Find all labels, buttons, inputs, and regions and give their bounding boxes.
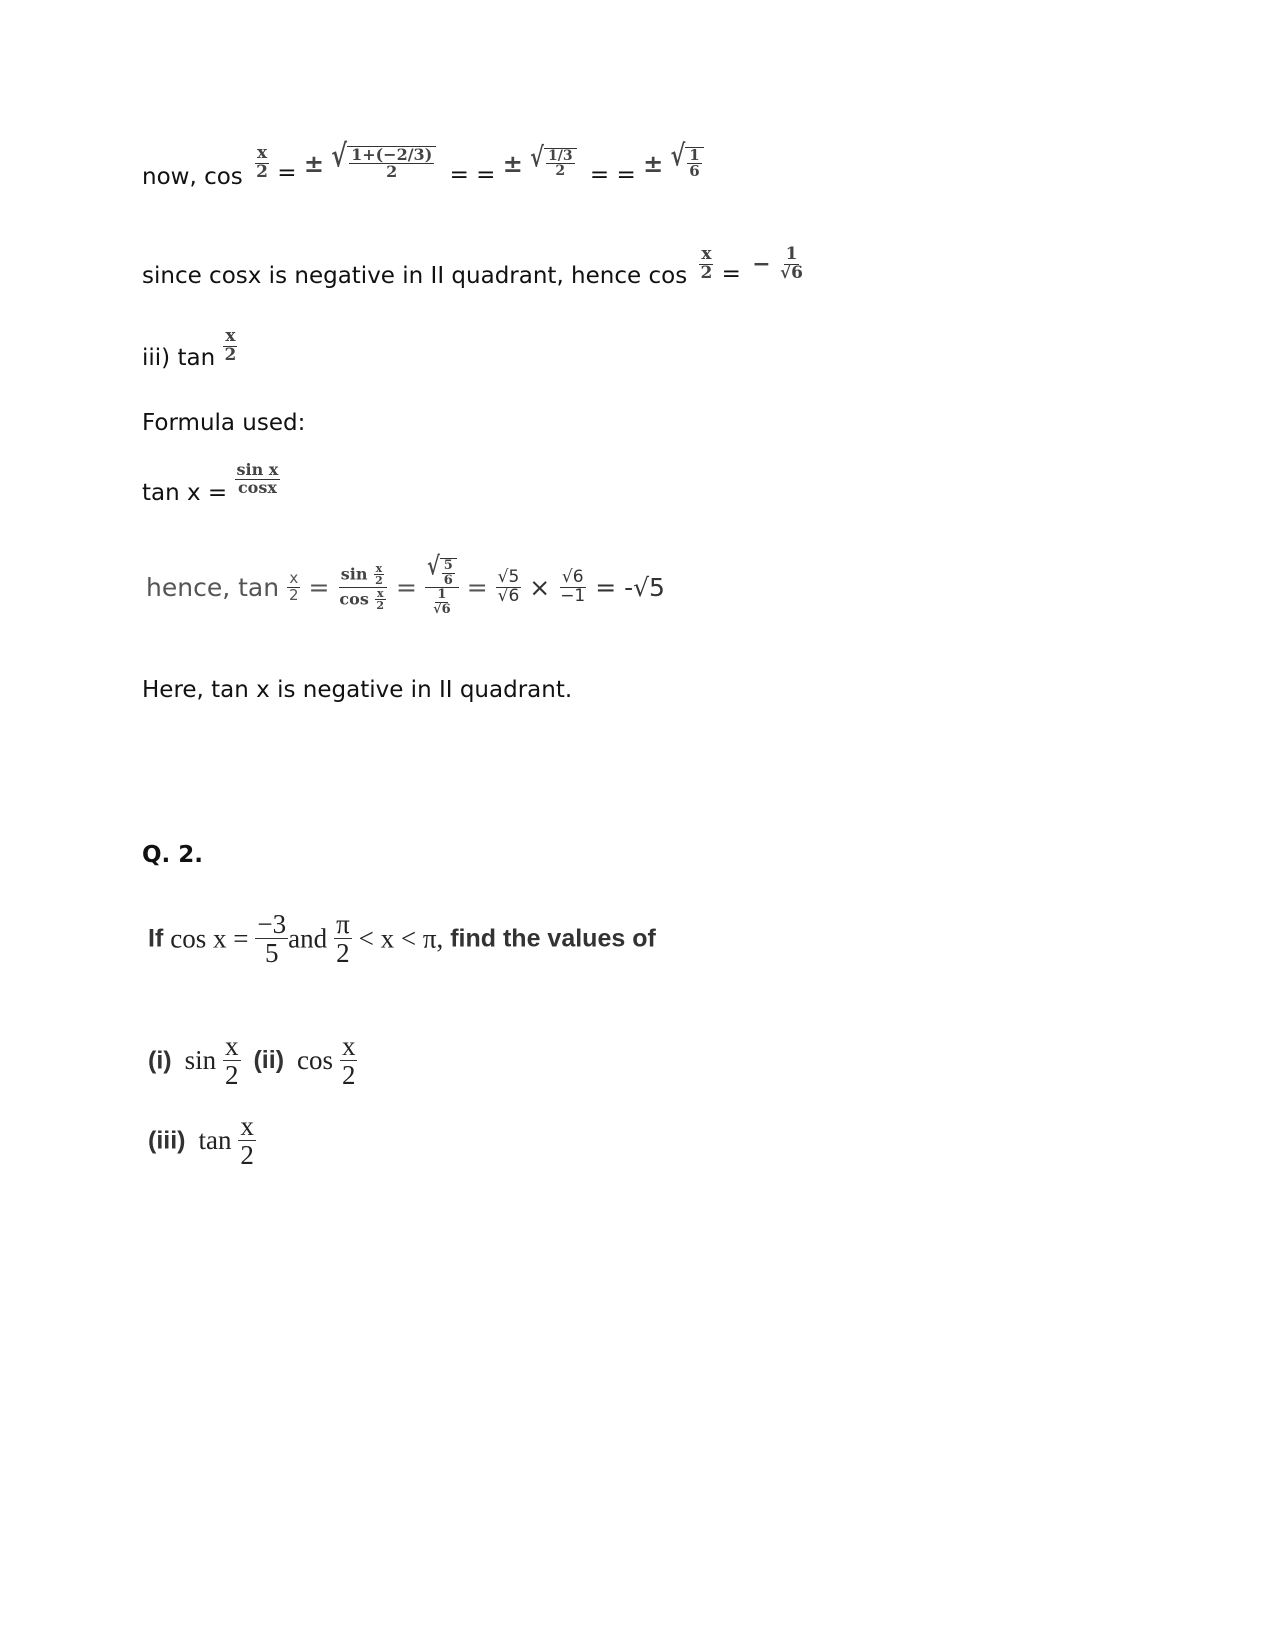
formula-used-label: Formula used:	[142, 410, 306, 436]
root6-over-neg1-fraction: $\frac{√6}{-1}$	[560, 566, 586, 606]
line-cos-negative: since cosx is negative in II quadrant, hence cos $\frac{x}{2}$ = − $\frac{1}{√6}$	[142, 244, 803, 290]
line-cos-half-angle: now, cos $\frac{x}{2}$ = ± √ $\frac{1+(-2/3)}{2}$ = = ± √ $\frac{1/3}{2}$ = = ± √ $\frac{1}{6}$	[142, 145, 704, 182]
line-tan-formula: tan x = $\frac{\text{sin x}}{\cos x}$	[142, 460, 279, 507]
sqrt-term-2: √ $\frac{1/3}{2}$	[530, 148, 576, 179]
tan-negative-note: Here, tan x is negative in II quadrant.	[142, 677, 573, 703]
sqrt-term-1: √ $\frac{1+(-2/3)}{2}$	[331, 146, 436, 182]
pi-over-two-fraction: $\frac{\pi}{2}$	[336, 909, 350, 969]
result-fraction: $\frac{1}{√6}$	[779, 244, 803, 283]
question-2-statement: If cos x = $\frac{-3}{5}$ and $\frac{\pi}{2}$ < x < π, find the values of	[148, 909, 656, 969]
question-2-parts-i-ii: (i) sin $\frac{x}{2}$ (ii) cos $\frac{x}{2}$	[148, 1031, 356, 1091]
sin-over-cos-fraction: $\frac{\text{sin x}}{\cos x}$	[236, 460, 279, 497]
x-over-2-fraction: $\frac{x}{2}$	[256, 143, 268, 182]
sin-cos-half-fraction: sin $\frac{x}{2}$ cos $\frac{x}{2}$	[337, 563, 388, 612]
question-2-part-iii: (iii) tan $\frac{x}{2}$	[148, 1111, 254, 1171]
line-tan-derivation: hence, tan $\frac{x}{2}$ = sin $\frac{x}{2}$ cos $\frac{x}{2}$ = √ $\frac{5}{6}$ $\frac{1}{√6}$ = $\frac{√5}{√6}$ × $\frac{√6}{-1}$ = -√5	[146, 551, 665, 617]
sqrt-term-3: √ $\frac{1}{6}$	[671, 147, 704, 181]
x-over-2-fraction: $\frac{x}{2}$	[341, 1031, 356, 1091]
minus-three-fifths-fraction: $\frac{-3}{5}$	[257, 909, 287, 969]
x-over-2-fraction: $\frac{x}{2}$	[700, 244, 713, 283]
x-over-2-fraction: $\frac{x}{2}$	[225, 1031, 239, 1091]
x-over-2-fraction: $\frac{x}{2}$	[224, 326, 237, 365]
line-tan-half-angle: iii) tan $\frac{x}{2}$	[142, 326, 237, 372]
sqrt-five-sixth-over-one-root-six: √ $\frac{5}{6}$ $\frac{1}{√6}$	[425, 558, 459, 617]
question-2-label: Q. 2.	[142, 842, 204, 868]
x-over-2-fraction: $\frac{x}{2}$	[289, 569, 299, 604]
x-over-2-fraction: $\frac{x}{2}$	[240, 1111, 254, 1171]
cos-prefix: now, cos	[142, 164, 243, 191]
root5-over-root6-fraction: $\frac{√5}{√6}$	[497, 566, 520, 606]
